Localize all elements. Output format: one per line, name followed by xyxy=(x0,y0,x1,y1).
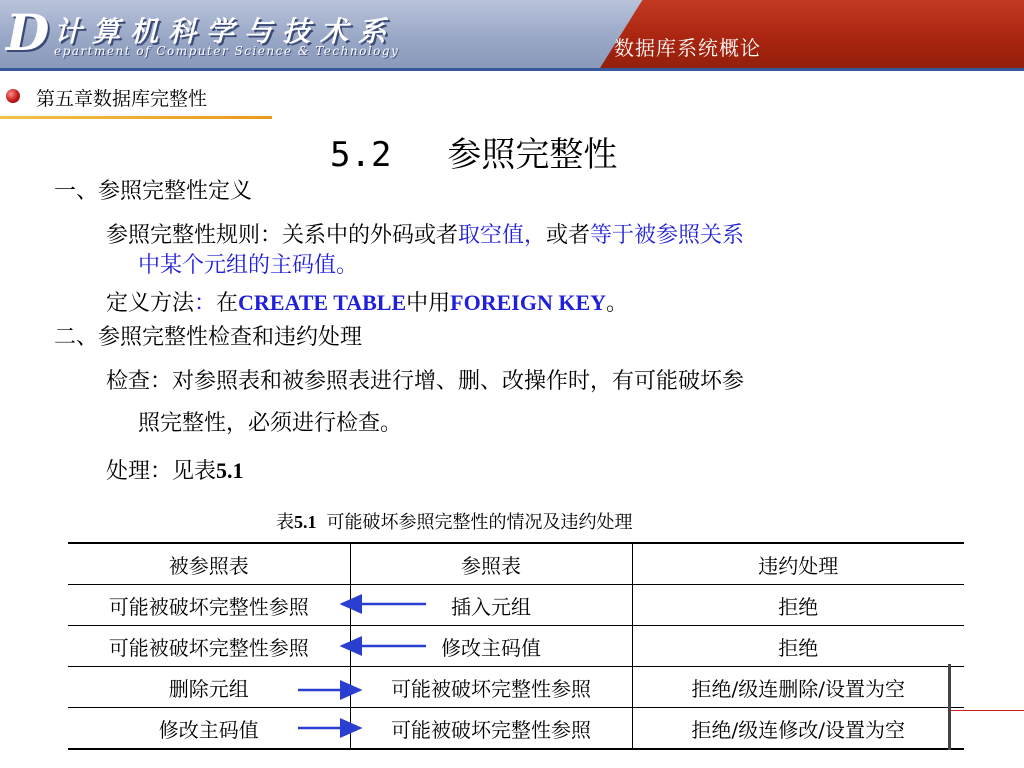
department-logo: D xyxy=(6,3,50,62)
check-line-2: 照完整性，必须进行检查。 xyxy=(138,411,403,436)
def-end: 。 xyxy=(606,291,629,316)
process-table-ref: 5.1 xyxy=(216,458,244,483)
department-name-cn: 计算机科学与技术系 xyxy=(54,15,397,48)
table-cell: 可能被破坏完整性参照 xyxy=(68,585,350,626)
section-title xyxy=(330,127,617,176)
def-colon: ： xyxy=(194,291,217,316)
table-cell: 删除元组 xyxy=(68,667,350,708)
def-prefix: 定义方法 xyxy=(106,291,195,316)
table-cell: 修改主码值 xyxy=(350,626,632,667)
section-number: 5.2 xyxy=(330,135,392,175)
department-name-en: epartment of Computer Science & Technology xyxy=(54,44,400,58)
rule-equal-b: 中某个元组的主码值。 xyxy=(138,253,359,278)
table-row xyxy=(68,667,964,708)
rule-equal-a: 等于被参照关系 xyxy=(590,223,745,248)
table-cell: 插入元组 xyxy=(350,585,632,626)
def-foreign-key: FOREIGN KEY xyxy=(450,290,607,315)
chapter-underline xyxy=(0,116,272,119)
table-cell: 拒绝 xyxy=(632,626,964,667)
header-referenced: 被参照表 xyxy=(68,543,350,585)
table-cell: 拒绝/级连删除/设置为空 xyxy=(632,667,964,708)
check-line-1: 检查：对参照表和被参照表进行增、删、改操作时，有可能破坏参 xyxy=(106,369,745,394)
rule-line-1 xyxy=(106,218,744,249)
header-divider xyxy=(0,68,1024,71)
heading-definition: 一、参照完整性定义 xyxy=(54,179,253,204)
course-title: 数据库系统概论 xyxy=(614,36,761,60)
table-row xyxy=(68,626,964,667)
decorative-red-line xyxy=(951,710,1024,711)
table-cell: 可能被破坏完整性参照 xyxy=(68,626,350,667)
process-line xyxy=(106,454,244,485)
header-violation: 违约处理 xyxy=(632,543,964,585)
section-name: 参照完整性 xyxy=(447,135,618,175)
decorative-bar xyxy=(948,664,951,750)
referential-integrity-table xyxy=(68,542,964,750)
rule-or: 或者 xyxy=(546,223,591,248)
heading-check: 二、参照完整性检查和违约处理 xyxy=(54,325,363,350)
table-cell: 拒绝 xyxy=(632,585,964,626)
rule-prefix: 参照完整性规则：关系中的外码或者 xyxy=(106,223,459,248)
table-cell: 可能被破坏完整性参照 xyxy=(350,708,632,750)
table-header-row xyxy=(68,543,964,585)
table-cell: 修改主码值 xyxy=(68,708,350,750)
header-banner xyxy=(0,0,1024,68)
rule-null: 取空值， xyxy=(458,223,547,248)
def-at: 在 xyxy=(216,291,239,316)
def-use: 中用 xyxy=(406,291,451,316)
bullet-icon xyxy=(6,89,20,103)
chapter-title: 第五章数据库完整性 xyxy=(36,88,208,110)
caption-number: 5.1 xyxy=(294,512,317,532)
table-cell: 可能被破坏完整性参照 xyxy=(350,667,632,708)
def-create-table: CREATE TABLE xyxy=(238,290,407,315)
caption-prefix: 表 xyxy=(276,512,294,533)
table-row xyxy=(68,708,964,750)
table-row xyxy=(68,585,964,626)
caption-text: 可能破坏参照完整性的情况及违约处理 xyxy=(326,512,633,533)
table-cell: 拒绝/级连修改/设置为空 xyxy=(632,708,964,750)
process-prefix: 处理：见表 xyxy=(106,459,217,484)
header-referencing: 参照表 xyxy=(350,543,632,585)
table-caption xyxy=(276,508,633,534)
definition-method xyxy=(106,286,628,317)
